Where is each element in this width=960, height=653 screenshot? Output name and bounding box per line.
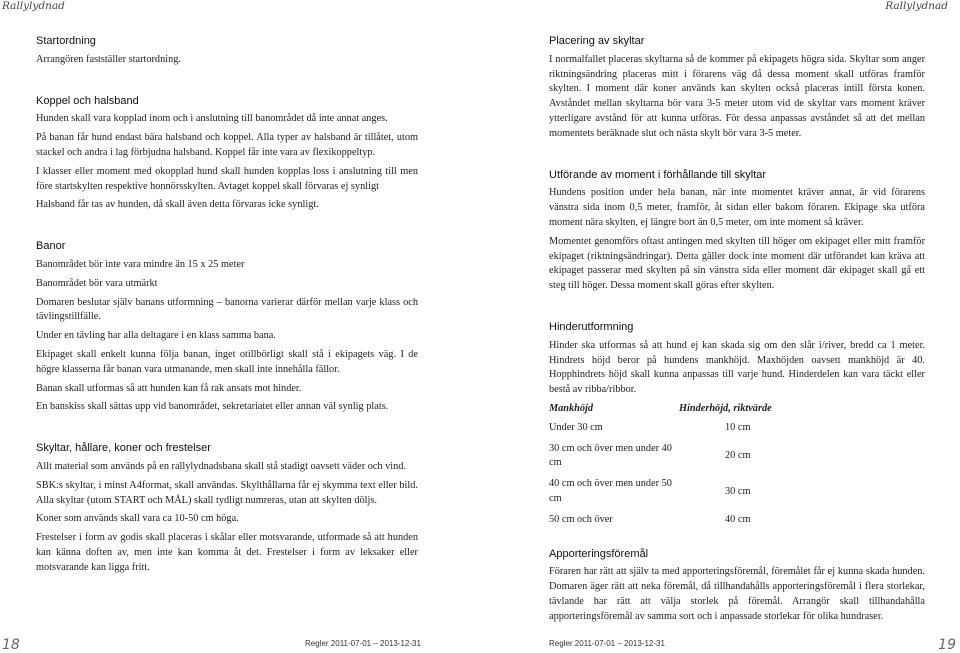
koppel-heading: Koppel och halsband	[36, 94, 139, 107]
table-cell-mankhojd: 50 cm och över	[549, 513, 613, 525]
utforande-text-1: Hundens position under hela banan, när inte momentet kräver annat, är vid förarens vänstra sida inom 0,5 meter, framför, åt sidan eller bakom föraren. Ekipage ska utföra moment nära skylten, ej längre bort än 0,5 meter, om inte moment så kräver.	[549, 187, 925, 228]
apport-heading: Apporteringsföremål	[549, 547, 649, 560]
table-cell-mankhojd: Under 30 cm	[549, 421, 603, 433]
right-column	[549, 34, 925, 629]
apport-text: Föraren har rätt att själv ta med apporteringsföremål, föremålet får ej kunna skada hunden. Domaren äger rätt att neka föremål, då tillhandahålls apporteringsföremål i flera storlekar, tävlande har rätt att välja storlek på föremål. Arrangör skall tillhandahålla apporteringsföremål av samma sort och i anpassade storlekar för olika hundraser.	[549, 566, 925, 622]
skyltar-text-1: Allt material som används på en rallylydnadsbana skall stå stadigt oavsett väder och vind.	[36, 460, 407, 472]
skyltar-text-2: SBK:s skyltar, i minst A4format, skall användas. Skylthållarna får ej skymma text eller bild. Alla skyltar (utom START och MÅL) skall tydligt numreras, utan att skylten döljs.	[36, 479, 418, 506]
utforande-text-2: Momentet genomförs oftast antingen med skylten till höger om ekipaget eller mitt framför ekipaget (riktningsändringar). Detta gäller dock inte moment där utförandet kan kräva att ekipaget passerar med skylten på sin vänstra sida eller moment där ekipaget skall gå ett steg till höger. Dessa moment skall göras efter skylten.	[549, 235, 925, 292]
table-cell-hinderhojd: 30 cm	[725, 485, 751, 497]
footer-regler-left: Regler 2011-07-01 – 2013-12-31	[305, 639, 421, 648]
left-column	[36, 34, 418, 580]
page-number-left: 18	[2, 637, 20, 653]
hinder-text: Hinder ska utformas så att hund ej kan skada sig om den slår i/river, bredd ca 1 meter. Hindrets höjd beror på hundens mankhöjd. Maxhöjden oavsett mankhöjd är 40. Hopphindrets höjd skall kunna anpassas till varje hund. Hinderdelen kan vara täckt eller bestå av ribba/ribbor.	[549, 339, 925, 396]
placering-heading: Placering av skyltar	[549, 35, 645, 47]
utforande-heading: Utförande av moment i förhållande till skyltar	[549, 168, 767, 181]
footer-regler-right: Regler 2011-07-01 – 2013-12-31	[549, 639, 665, 648]
banor-text-7: En banskiss skall sättas upp vid banområdet, sekretariatet eller annan väl synlig plats.	[36, 401, 389, 413]
skyltar-heading: Skyltar, hållare, koner och frestelser	[36, 442, 211, 455]
startordning-heading: Startordning	[36, 35, 96, 47]
table-cell-hinderhojd: 10 cm	[725, 421, 751, 433]
hinder-table-col2: Hinderhöjd, riktvärde	[679, 402, 772, 414]
running-header-right: Rallylydnad	[885, 0, 948, 12]
koppel-text-2: På banan får hund endast bära halsband och koppel. Alla typer av halsband är tillåtet, utom stackel och andra i lag förbjudna halsband. Koppel får inte vara av flexikoppeltyp.	[36, 132, 418, 158]
startordning-text: Arrangören fastställer startordning.	[36, 53, 181, 65]
placering-text: I normalfallet placeras skyltarna så de kommer på ekipagets högra sida. Skyltar som anger riktningsändring placeras mitt i förarens väg då dessa moment skall utföras framför skylten. I moment där koner används kan skylten också placeras intill första konen. Avståndet mellan skyltarna bör vara 3-5 meter utom vid de skyltar vars moment kräver ytterligare avstånd för att kunna utföras. För dessa anpassas avståndet så att det mellan momentets beräknade slut och nästa skylt bör vara 3-5 meter.	[549, 53, 925, 139]
page-number-right: 19	[938, 637, 956, 653]
table-row	[549, 477, 772, 513]
koppel-text-3: I klasser eller moment med okopplad hund skall hunden kopplas loss i anslutning till men före startskylten respektive honnörsskylten. Avtaget koppel skall förvaras ej synligt	[36, 165, 418, 192]
banor-text-2: Banområdet bör vara utmärkt	[36, 277, 158, 289]
table-row	[549, 421, 772, 442]
banor-text-4: Under en tävling har alla deltagare i en klass samma bana.	[36, 330, 276, 342]
table-row	[549, 442, 772, 478]
skyltar-text-3: Koner som används skall vara ca 10-50 cm höga.	[36, 513, 239, 525]
table-cell-hinderhojd: 40 cm	[725, 513, 751, 525]
koppel-text-1: Hunden skall vara kopplad inom och i anslutning till banområdet då inte annat anges.	[36, 113, 388, 125]
koppel-text-4: Halsband får tas av hunden, då skall även detta förvaras icke synligt.	[36, 199, 319, 211]
table-cell-mankhojd: 30 cm och över men under 40 cm	[549, 442, 672, 469]
hinder-table-header	[549, 402, 772, 421]
hinder-table	[549, 402, 772, 534]
running-header-left: Rallylydnad	[2, 0, 65, 12]
banor-heading: Banor	[36, 240, 66, 253]
banor-text-6: Banan skall utformas så att hunden kan få rak ansats mot hinder.	[36, 382, 302, 394]
table-row	[549, 513, 772, 534]
hinder-heading: Hinderutformning	[549, 320, 634, 333]
banor-text-3: Domaren beslutar själv banans utformning – banorna varierar därför mellan varje klass och tävlingstillfälle.	[36, 296, 418, 323]
skyltar-text-4: Frestelser i form av godis skall placeras i skålar eller motsvarande, utformade så att hunden kan känna doften av, men inte kan komma åt det. Frestelser i form av leksaker eller motsvarande kan ligga fritt.	[36, 532, 418, 573]
table-cell-hinderhojd: 20 cm	[725, 449, 751, 461]
hinder-table-col1: Mankhöjd	[549, 402, 594, 414]
banor-text-1: Banområdet bör inte vara mindre än 15 x 25 meter	[36, 258, 245, 270]
table-cell-mankhojd: 40 cm och över men under 50 cm	[549, 478, 672, 504]
banor-text-5: Ekipaget skall enkelt kunna följa banan, inget otillbörligt skall stå i ekipagets väg. I de högre klasserna får banan vara utmanande, men skall inte innehålla fällor.	[36, 348, 418, 375]
